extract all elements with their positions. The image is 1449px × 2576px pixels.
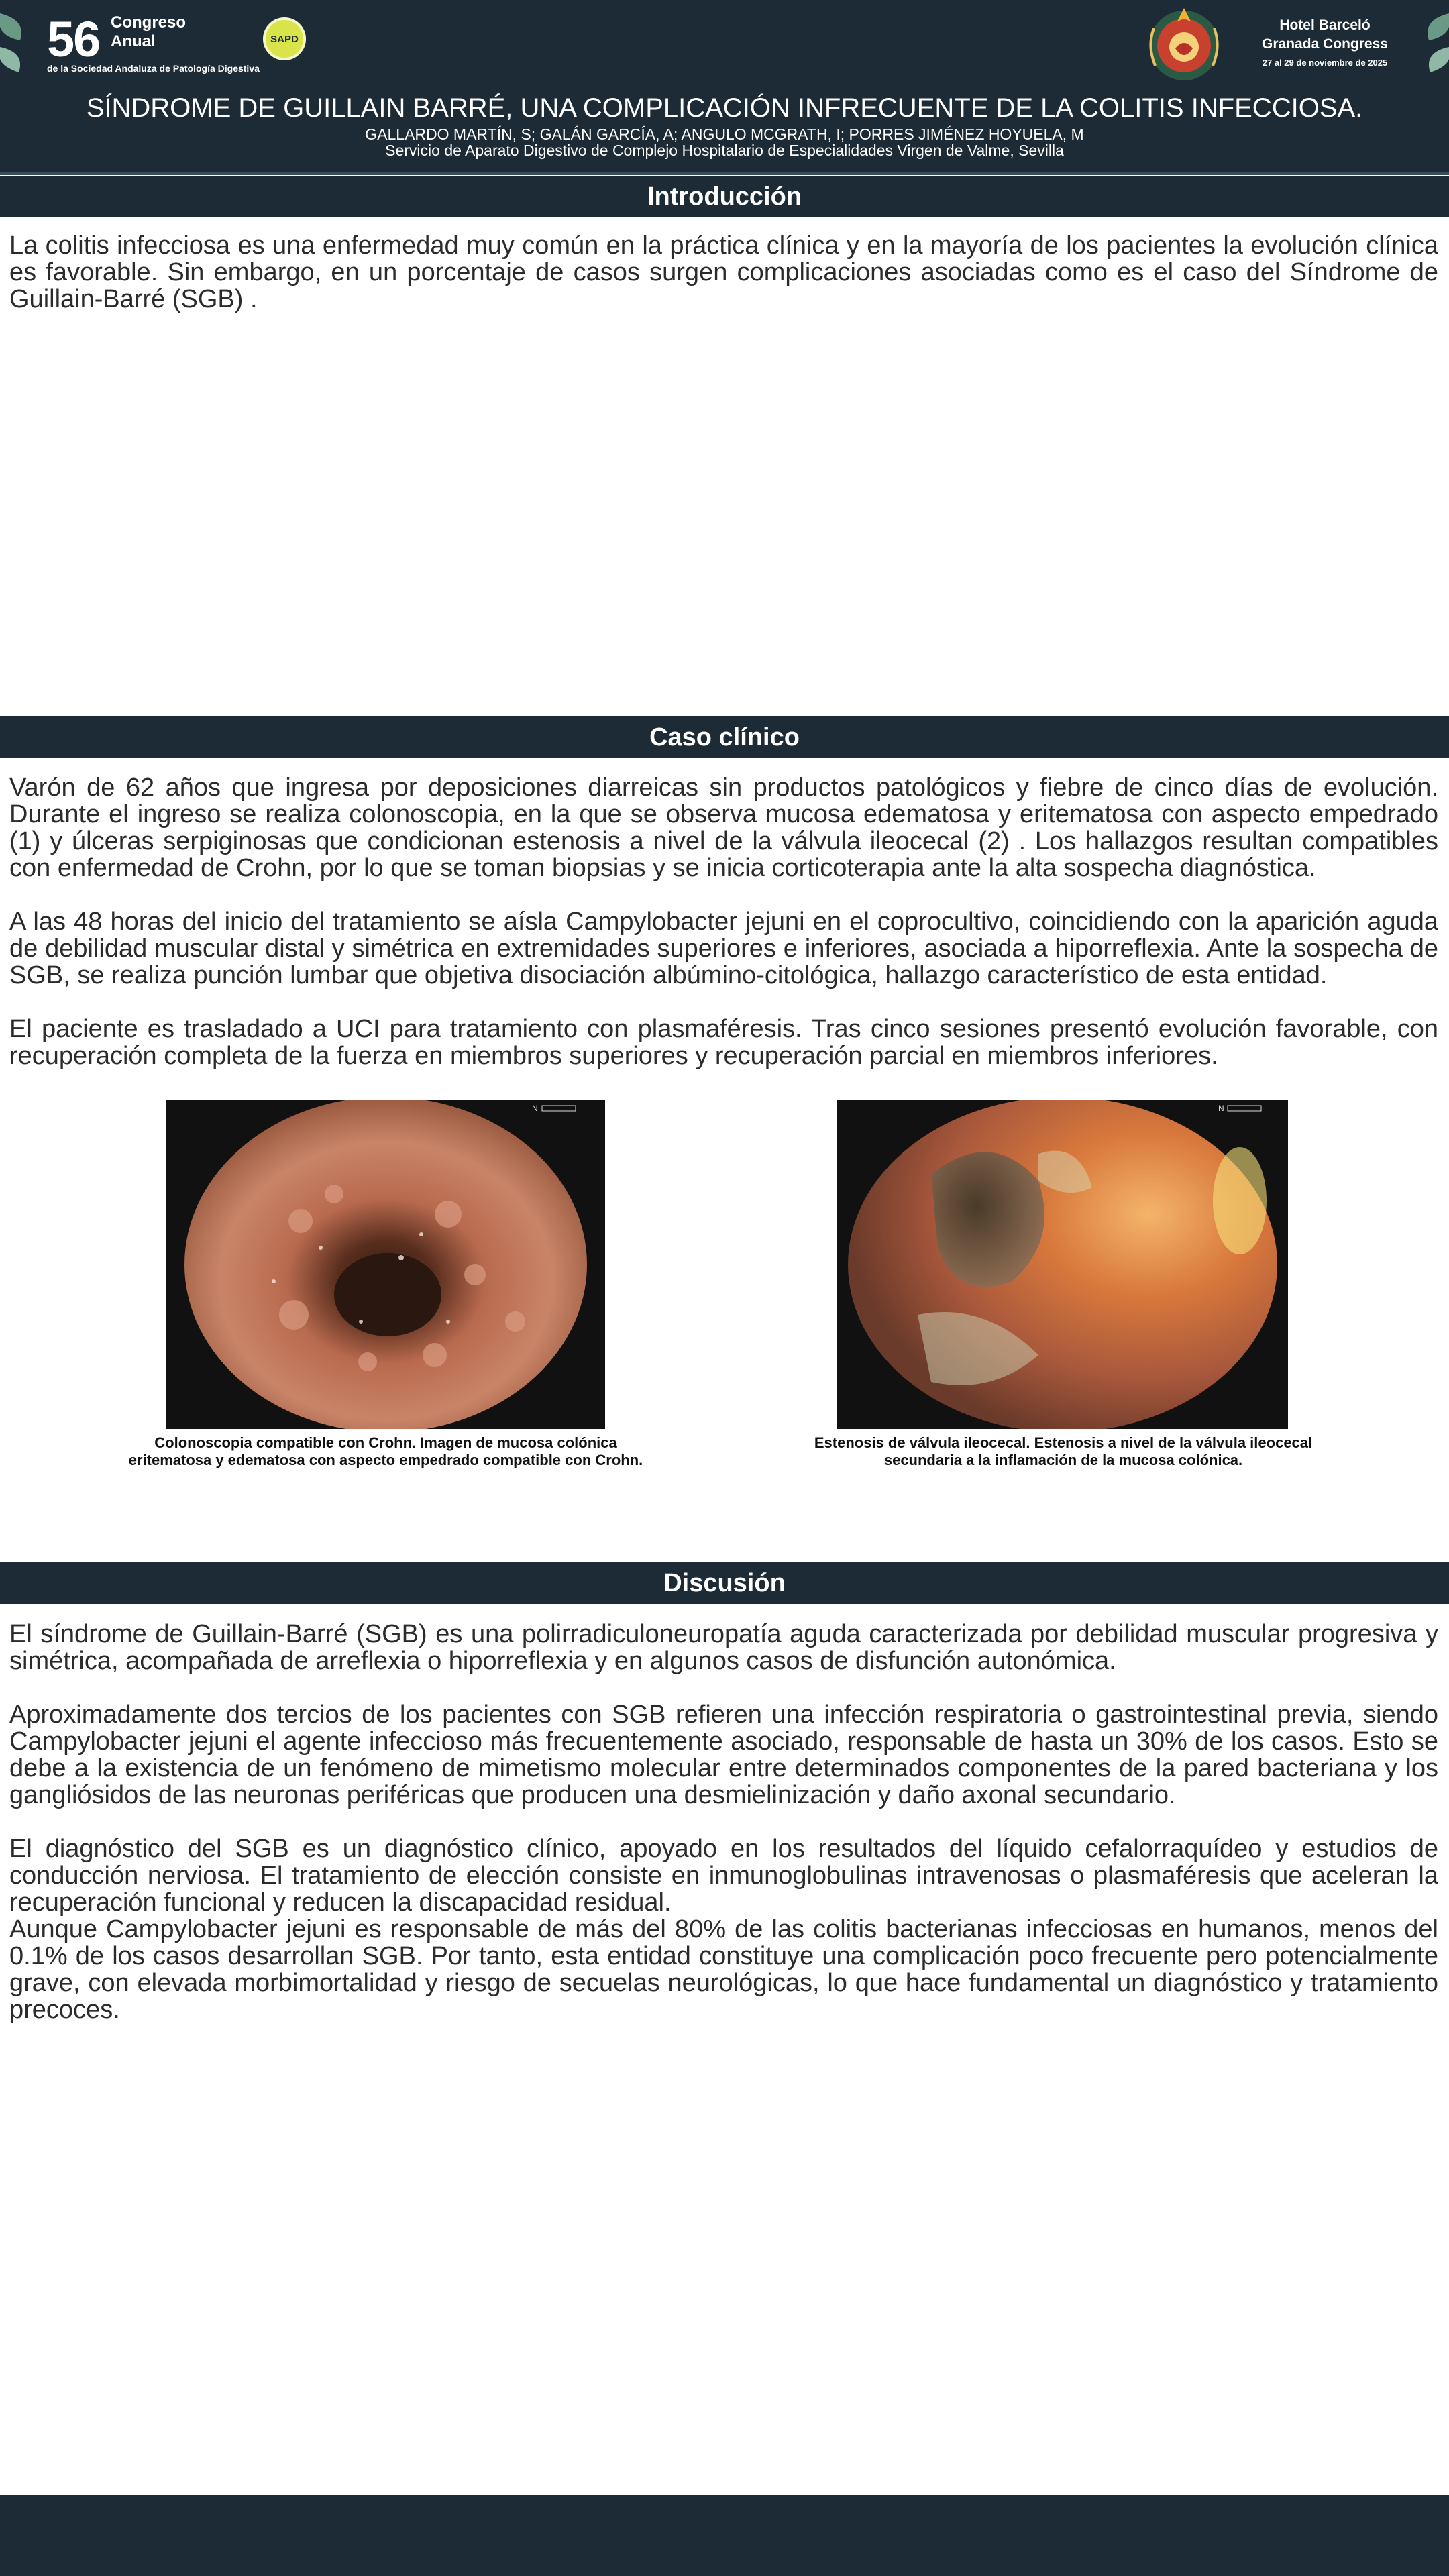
section-heading-introduccion: Introducción xyxy=(0,176,1449,217)
poster-header xyxy=(0,0,1449,172)
venue-congress: Granada Congress xyxy=(1262,36,1388,52)
discussion-paragraph-1: El síndrome de Guillain-Barré (SGB) es una polirradiculoneuropatía aguda caracterizada por debilidad muscular progresiva y simétrica, acompañada de arreflexia o hiporreflexia y en algunos casos de disfunción autonómica. xyxy=(9,1620,1438,1675)
society-name: de la Sociedad Andaluza de Patología Digestiva xyxy=(47,63,260,74)
congress-word-congreso: Congreso xyxy=(111,13,186,32)
figure-2-caption-line-1: Estenosis de válvula ileocecal. Estenosis a nivel de la válvula ileocecal xyxy=(814,1434,1313,1451)
congress-dates: 27 al 29 de noviembre de 2025 xyxy=(1262,58,1388,68)
figure-1-caption xyxy=(87,1434,684,1469)
svg-text:N: N xyxy=(532,1104,538,1113)
figure-2-caption-line-2: secundaria a la inflamación de la mucosa colónica. xyxy=(883,1452,1243,1468)
discussion-paragraph-2: Aproximadamente dos tercios de los pacientes con SGB refieren una infección respiratoria o gastrointestinal previa, siendo Campylobacter jejuni el agente infeccioso más frecuentemente asociado, responsable de hasta un 30% de los casos. Esto se debe a la existencia de un fenómeno de mimetismo molecular entre determinados componentes de la pared bacteriana y los gangliósidos de las neuronas periféricas que producen una desmielinización y daño axonal secundario. xyxy=(9,1701,1438,1809)
case-paragraph-1: Varón de 62 años que ingresa por deposiciones diarreicas sin productos patológicos y fiebre de cinco días de evolución. Durante el ingreso se realiza colonoscopia, en la que se observa mucosa edematosa y eritematosa con aspecto empedrado (1) y úlceras serpiginosas que condicionan estenosis a nivel de la válvula ileocecal (2) . Los hallazgos resultan compatibles con enfermedad de Crohn, por lo que se toman biopsias y se inicia corticoterapia ante la alta sospecha diagnóstica. xyxy=(9,773,1438,882)
leaf-decoration-left xyxy=(0,0,34,80)
colonoscopy-image-ileocecal-stenosis xyxy=(837,1100,1288,1429)
case-paragraph-2: A las 48 horas del inicio del tratamiento se aísla Campylobacter jejuni en el coprocultivo, coincidiendo con la aparición aguda de debilidad muscular distal y simétrica en extremidades superiores e inferiores, asociada a hiporreflexia. Ante la sospecha de SGB, se realiza punción lumbar que objetiva disociación albúmino-citológica, hallazgo característico de esta entidad. xyxy=(9,908,1438,989)
figure-1-caption-line-1: Colonoscopia compatible con Crohn. Imagen de mucosa colónica xyxy=(154,1434,617,1451)
congress-logo xyxy=(47,9,302,74)
section-heading-discusion: Discusión xyxy=(0,1562,1449,1604)
congress-word-anual: Anual xyxy=(111,32,156,50)
discussion-paragraph-4: Aunque Campylobacter jejuni es responsable de más del 80% de las colitis bacterianas infecciosas en humanos, menos del 0.1% de los casos desarrollan SGB. Por tanto, esta entidad constituye una complicación poco frecuente pero potencialmente grave, con elevada morbimortalidad y riesgo de secuelas neurológicas, lo que hace fundamental un diagnóstico y tratamiento precoces. xyxy=(9,1915,1438,2024)
figure-1-caption-line-2: eritematosa y edematosa con aspecto empedrado compatible con Crohn. xyxy=(128,1452,643,1468)
figure-2-caption xyxy=(765,1434,1362,1469)
poster-authors: GALLARDO MARTÍN, S; GALÁN GARCÍA, A; ANGULO MCGRATH, I; PORRES JIMÉNEZ HOYUELA, M xyxy=(365,125,1084,143)
svg-text:N: N xyxy=(1218,1104,1224,1113)
leaf-decoration-right xyxy=(1415,0,1449,80)
poster-title: SÍNDROME DE GUILLAIN BARRÉ, UNA COMPLICACIÓN INFRECUENTE DE LA COLITIS INFECCIOSA. xyxy=(86,93,1363,123)
poster-footer xyxy=(0,2496,1449,2576)
poster-affiliation: Servicio de Aparato Digestivo de Complejo Hospitalario de Especialidades Virgen de Valme, Sevilla xyxy=(385,142,1064,159)
venue-hotel: Hotel Barceló xyxy=(1279,17,1371,33)
intro-paragraph: La colitis infecciosa es una enfermedad muy común en la práctica clínica y en la mayoría de los pacientes la evolución clínica es favorable. Sin embargo, en un porcentaje de casos surgen complicaciones asociadas como es el caso del Síndrome de Guillain-Barré (SGB) . xyxy=(9,231,1438,313)
sapd-badge: SAPD xyxy=(263,17,306,60)
granada-emblem-icon xyxy=(1140,1,1228,85)
section-heading-caso-clinico: Caso clínico xyxy=(0,716,1449,758)
colonoscopy-image-crohn xyxy=(166,1100,605,1429)
header-divider xyxy=(0,172,1449,175)
venue-info xyxy=(1244,16,1405,68)
congress-number: 56 xyxy=(47,11,100,67)
case-paragraph-3: El paciente es trasladado a UCI para tratamiento con plasmaféresis. Tras cinco sesiones presentó evolución favorable, con recuperación completa de la fuerza en miembros superiores y recuperación parcial en miembros inferiores. xyxy=(9,1015,1438,1070)
discussion-paragraph-3: El diagnóstico del SGB es un diagnóstico clínico, apoyado en los resultados del líquido cefalorraquídeo y estudios de conducción nerviosa. El tratamiento de elección consiste en inmunoglobulinas intravenosas o plasmaféresis que aceleran la recuperación funcional y reducen la discapacidad residual. xyxy=(9,1835,1438,1917)
